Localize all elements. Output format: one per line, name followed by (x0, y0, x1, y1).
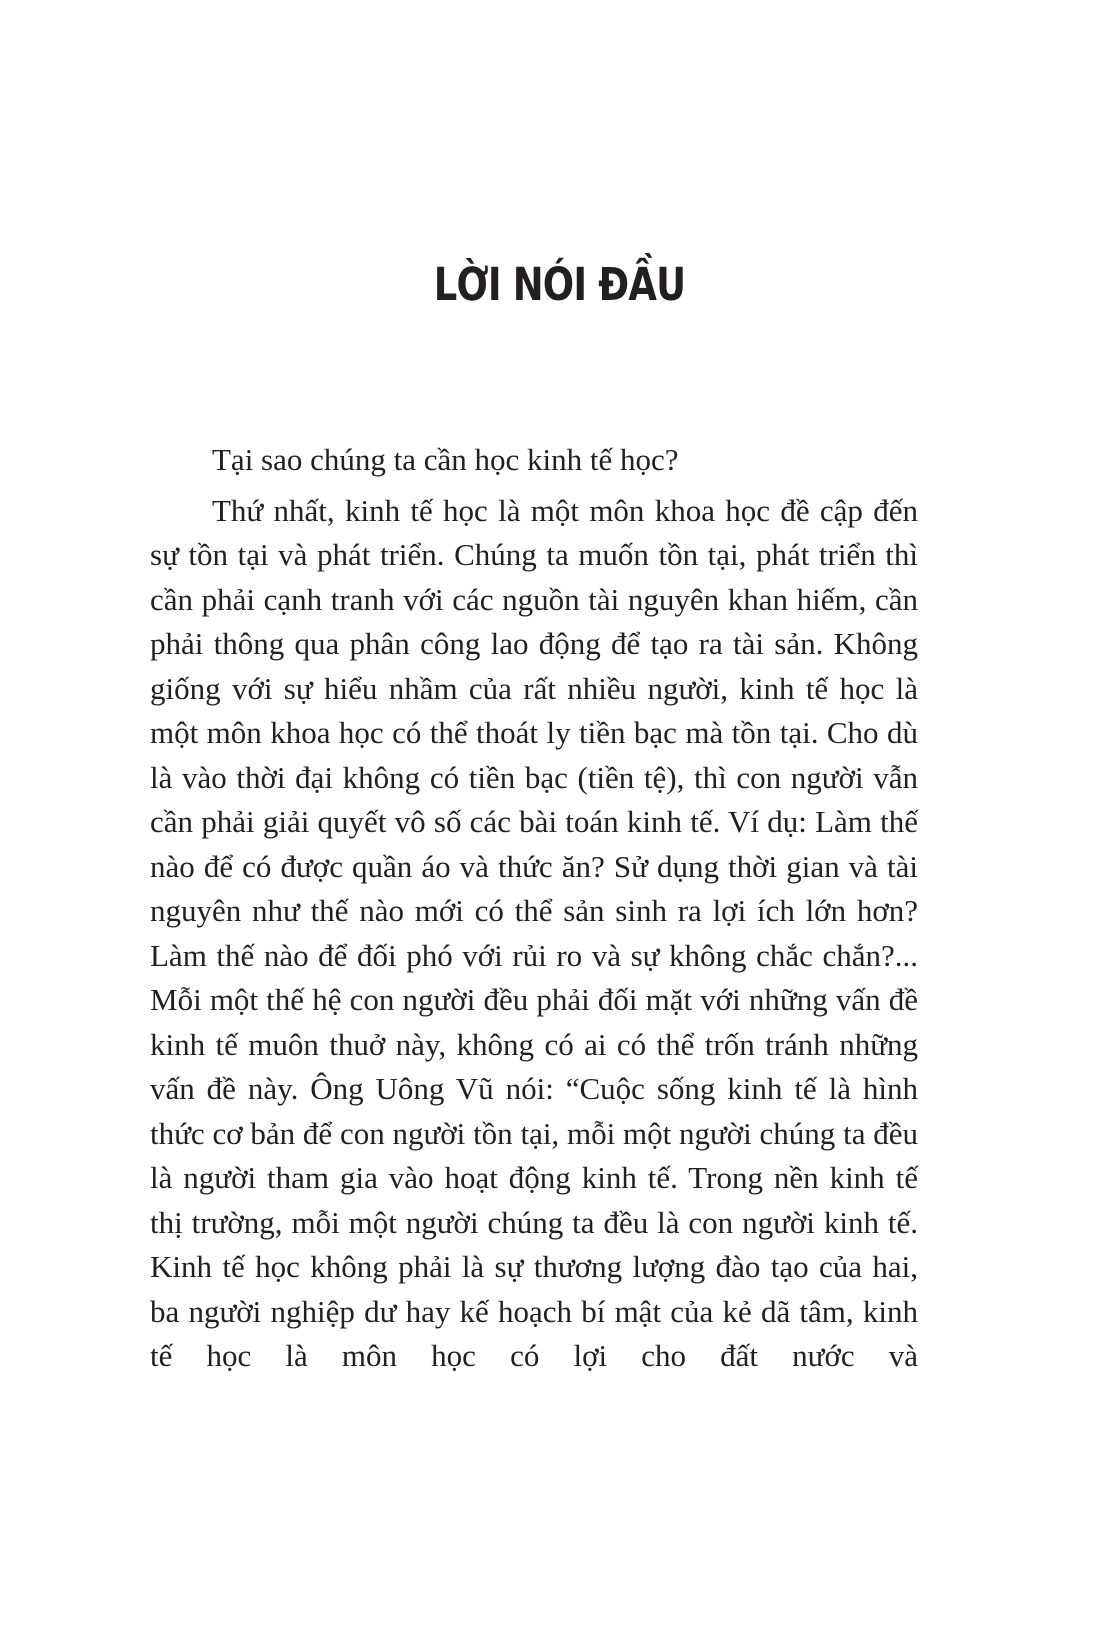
body-text (150, 438, 918, 1385)
paragraph-question: Tại sao chúng ta cần học kinh tế học? (212, 442, 679, 477)
paragraph-first-reason: Thứ nhất, kinh tế học là một môn khoa học đề cập đến sự tồn tại và phát triển. Chúng ta muốn tồn tại, phát triển thì cần phải cạnh tranh với các nguồn tài nguyên khan hiếm, cần phải thông qua phân công lao động để tạo ra tài sản. Không giống với sự hiểu nhầm của rất nhiều người, kinh tế học là một môn khoa học có thể thoát ly tiền bạc mà tồn tại. Cho dù là vào thời đại không có tiền bạc (tiền tệ), thì con người vẫn cần phải giải quyết vô số các bài toán kinh tế. Ví dụ: Làm thế nào để có được quần áo và thức ăn? Sử dụng thời gian và tài nguyên như thế nào mới có thể sản sinh ra lợi ích lớn hơn? Làm thế nào để đối phó với rủi ro và sự không chắc chắn?... Mỗi một thế hệ con người đều phải đối mặt với những vấn đề kinh tế muôn thuở này, không có ai có thể trốn tránh những vấn đề này. Ông Uông Vũ nói: “Cuộc sống kinh tế là hình thức cơ bản để con người tồn tại, mỗi một người chúng ta đều là người tham gia vào hoạt động kinh tế. Trong nền kinh tế thị trường, mỗi một người chúng ta đều là con người kinh tế. Kinh tế học không phải là sự thương lượng đào tạo của hai, ba người nghiệp dư hay kế hoạch bí mật của kẻ dã tâm, kinh tế học là môn học có lợi cho đất nước và (150, 492, 918, 1373)
chapter-title: LỜI NÓI ĐẦU (433, 258, 686, 311)
